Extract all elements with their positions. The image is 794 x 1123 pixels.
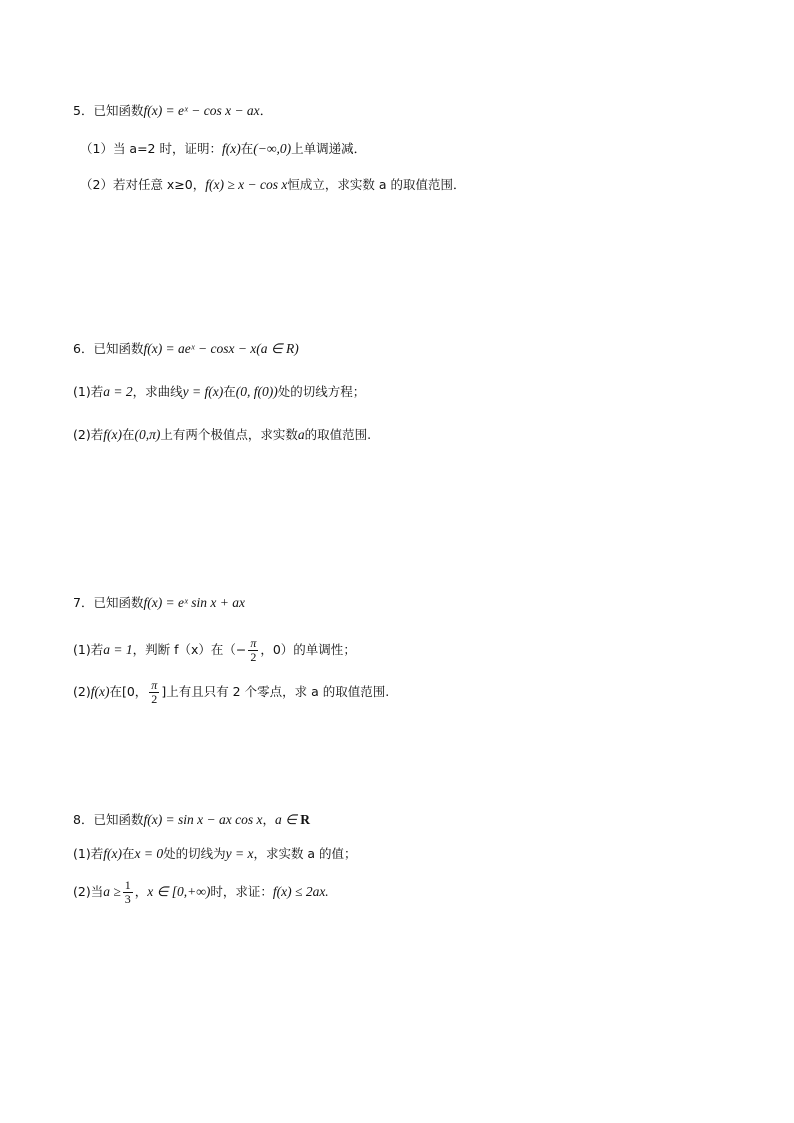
part-text: 在 xyxy=(121,427,135,442)
problem-text: ． xyxy=(259,103,273,118)
formula: (0, f(0)) xyxy=(235,384,278,399)
problem-5-part-1 xyxy=(80,140,366,158)
problem-text: 8．已知函数 xyxy=(73,812,144,827)
problem-5-stem xyxy=(73,102,272,120)
problem-text: ， xyxy=(262,812,276,827)
problem-text: 6．已知函数 xyxy=(73,341,144,356)
fraction-denominator: 3 xyxy=(124,892,131,906)
problem-7-stem xyxy=(73,594,245,612)
part-text: ]上有且只有 2 个零点，求 a 的取值范围. xyxy=(161,684,390,699)
formula: (0,π) xyxy=(134,427,161,442)
formula: a = 2 xyxy=(103,384,133,399)
formula: f(x) ≤ 2ax. xyxy=(272,884,329,899)
problem-8-part-2 xyxy=(73,879,329,906)
formula: a = 1 xyxy=(103,642,133,657)
problem-8-stem xyxy=(73,811,310,829)
formula: f(x) = eˣ sin x + ax xyxy=(143,595,245,610)
part-text: 在 xyxy=(121,846,135,861)
formula: f(x) xyxy=(222,141,241,156)
formula: y = x xyxy=(225,846,254,861)
part-text: 处的切线为 xyxy=(163,846,226,861)
part-text: 时，求证： xyxy=(210,884,273,899)
real-set-symbol: R xyxy=(300,812,311,827)
fraction-numerator: 1 xyxy=(124,878,131,892)
part-text: 处的切线方程； xyxy=(277,384,366,399)
part-text: (2)当 xyxy=(73,884,104,899)
formula: f(x) = sin x − ax cos x xyxy=(143,812,263,827)
part-text: 在 xyxy=(240,141,254,156)
problem-text: 7．已知函数 xyxy=(73,595,144,610)
part-text: 上有两个极值点，求实数 xyxy=(160,427,298,442)
formula: f(x) = aeˣ − cosx − x(a ∈ R) xyxy=(143,341,299,356)
formula: f(x) xyxy=(103,846,122,861)
fraction-numerator: π xyxy=(250,636,257,650)
part-text: ， xyxy=(134,884,148,899)
part-text: （1）当 a=2 时，证明： xyxy=(80,141,222,156)
formula: a ≥ xyxy=(103,884,121,899)
part-text: 恒成立，求实数 a 的取值范围． xyxy=(287,177,466,192)
problem-7-part-1 xyxy=(73,637,356,664)
fraction-numerator: π xyxy=(151,678,158,692)
fraction xyxy=(248,637,258,664)
formula: f(x) = eˣ − cos x − ax xyxy=(143,103,260,118)
problem-8-part-1 xyxy=(73,845,357,863)
formula: a ∈ xyxy=(275,812,301,827)
part-text: (1)若 xyxy=(73,384,104,399)
fraction-denominator: 2 xyxy=(250,650,257,664)
formula: f(x) xyxy=(90,684,110,699)
problem-text: 5．已知函数 xyxy=(73,103,144,118)
part-text: ，判断 f（x）在（− xyxy=(132,642,247,657)
formula: (−∞,0) xyxy=(253,141,292,156)
part-text: 的取值范围. xyxy=(304,427,372,442)
problem-6-part-1 xyxy=(73,383,365,401)
formula: f(x) xyxy=(103,427,122,442)
part-text: (2) xyxy=(73,684,91,699)
formula: y = f(x) xyxy=(182,384,224,399)
part-text: ，0）的单调性； xyxy=(260,642,356,657)
part-text: 在 xyxy=(223,384,236,399)
formula: x = 0 xyxy=(134,846,164,861)
part-text: ，求实数 a 的值； xyxy=(253,846,357,861)
formula: f(x) ≥ x − cos x xyxy=(205,177,288,192)
part-text: 在[0， xyxy=(109,684,148,699)
fraction xyxy=(123,879,133,906)
fraction xyxy=(149,679,159,706)
formula: x ∈ [0,+∞) xyxy=(147,884,211,899)
fraction-denominator: 2 xyxy=(151,692,158,706)
part-text: 上单调递减． xyxy=(291,141,367,156)
part-text: （2）若对任意 x≥0， xyxy=(80,177,206,192)
part-text: ，求曲线 xyxy=(132,384,183,399)
part-text: (2)若 xyxy=(73,427,104,442)
formula: a xyxy=(297,427,305,442)
problem-6-stem xyxy=(73,340,299,358)
part-text: (1)若 xyxy=(73,642,104,657)
problem-6-part-2 xyxy=(73,426,371,444)
problem-5-part-2 xyxy=(80,176,465,194)
problem-7-part-2 xyxy=(73,679,389,706)
part-text: (1)若 xyxy=(73,846,104,861)
